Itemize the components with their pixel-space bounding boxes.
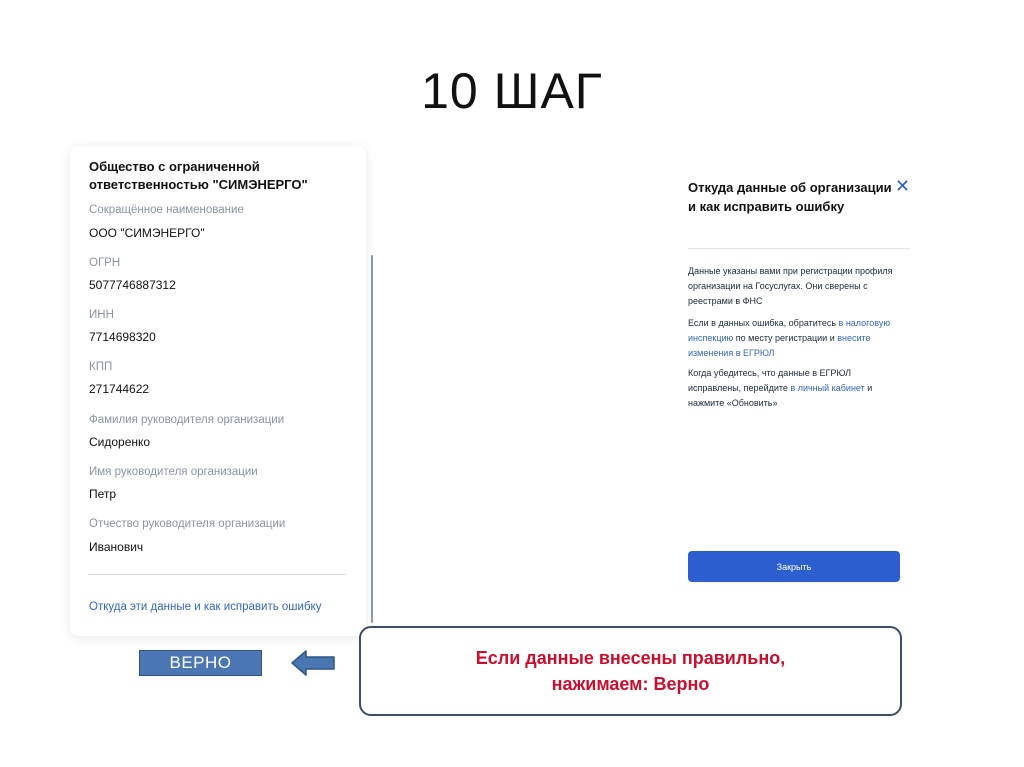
egrul-changes-link[interactable]: внесите изменения в ЕГРЮЛ	[688, 333, 871, 358]
field-label-inn: ИНН	[89, 309, 114, 321]
close-icon[interactable]: ✕	[895, 176, 911, 196]
field-label-ogrn: ОГРН	[89, 257, 121, 269]
panel-paragraph-3-text-b: и нажмите «Обновить»	[688, 383, 873, 408]
field-value-last-name: Сидоренко	[89, 435, 151, 449]
slide-title: 10 ШАГ	[421, 63, 603, 119]
organization-card	[70, 146, 366, 636]
panel-paragraph-2-text-a: Если в данных ошибка, обратитесь	[688, 318, 839, 328]
verno-button[interactable]: ВЕРНО	[139, 650, 262, 676]
callout-line-2: нажимаем: Верно	[551, 674, 710, 694]
card-divider	[88, 574, 346, 575]
field-label-last-name: Фамилия руководителя организации	[89, 414, 285, 426]
panel-paragraph-3	[688, 366, 906, 411]
field-value-middle-name: Иванович	[89, 540, 144, 554]
callout-box	[359, 626, 902, 716]
panel-title: Откуда данные об организации и как исправить ошибку	[688, 180, 892, 214]
field-label-middle-name: Отчество руководителя организации	[89, 518, 286, 530]
field-label-first-name: Имя руководителя организации	[89, 466, 258, 478]
panel-divider	[688, 248, 910, 249]
field-value-first-name: Петр	[89, 487, 117, 501]
personal-account-link[interactable]: в личный кабинет	[790, 383, 865, 393]
info-panel	[672, 160, 922, 600]
field-label-short-name: Сокращённое наименование	[89, 204, 244, 216]
field-value-ogrn: 5077746887312	[89, 278, 176, 292]
field-value-short-name: ООО "СИМЭНЕРГО"	[89, 226, 205, 240]
field-value-kpp: 271744622	[89, 382, 150, 396]
panel-paragraph-1: Данные указаны вами при регистрации профиля организации на Госуслугах. Они сверены с реестрами в ФНС	[688, 266, 893, 306]
field-label-kpp: КПП	[89, 361, 113, 373]
tax-inspection-link[interactable]: в налоговую инспекцию	[688, 318, 891, 343]
callout-line-1: Если данные внесены правильно,	[475, 648, 786, 668]
close-button[interactable]: Закрыть	[688, 551, 900, 582]
field-value-inn: 7714698320	[89, 330, 156, 344]
where-data-from-link[interactable]: Откуда эти данные и как исправить ошибку	[89, 601, 322, 613]
organization-name: Общество с ограниченной ответственностью "СИМЭНЕРГО"	[89, 159, 308, 192]
scrollbar[interactable]	[371, 255, 373, 623]
panel-paragraph-2-text-b: по месту регистрации и	[733, 333, 838, 343]
panel-paragraph-2	[688, 316, 906, 361]
panel-paragraph-3-text-a: Когда убедитесь, что данные в ЕГРЮЛ исправлены, перейдите	[688, 368, 851, 393]
arrow-left-icon	[290, 648, 338, 678]
